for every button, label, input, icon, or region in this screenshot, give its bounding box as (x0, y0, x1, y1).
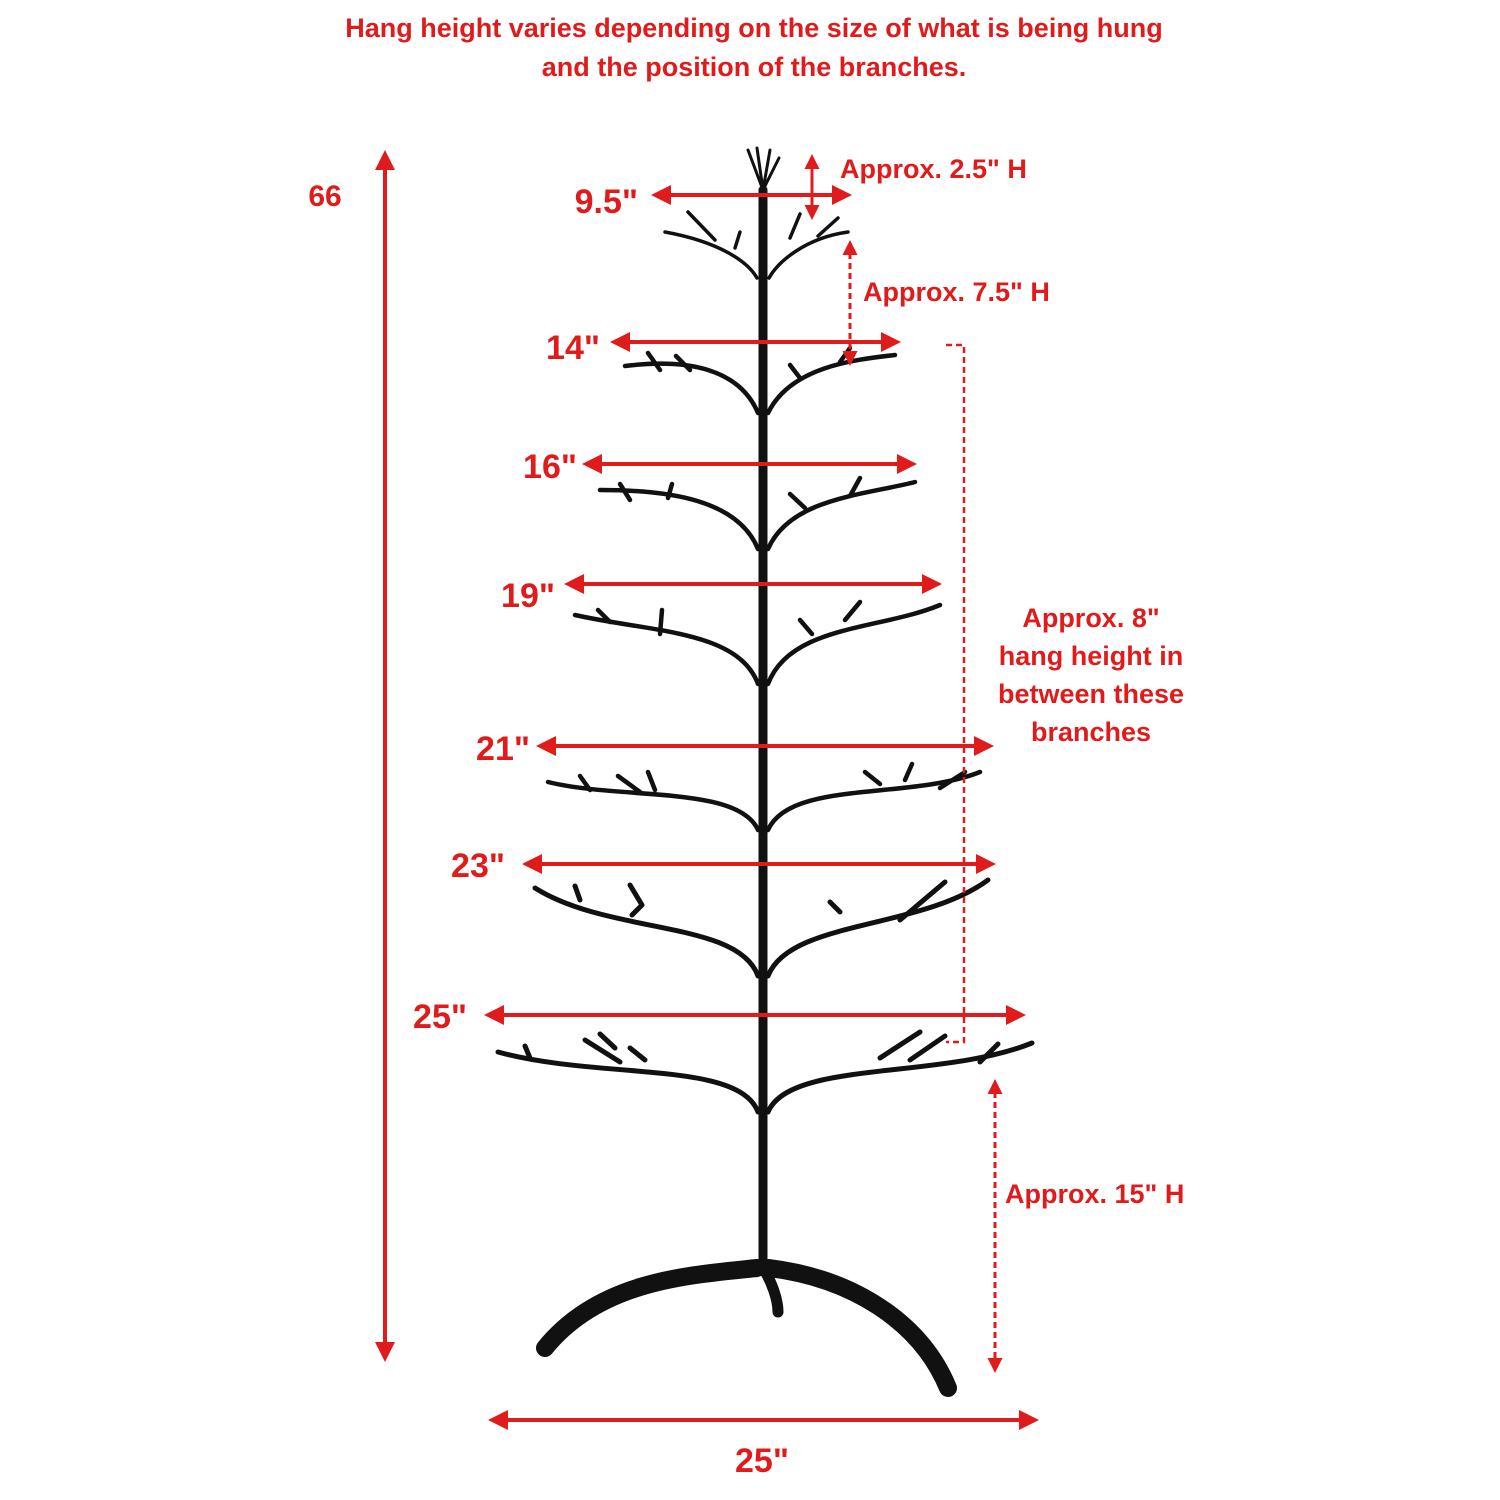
header-line-2: and the position of the branches. (541, 52, 967, 82)
middle-gap-note-line: Approx. 8" (1022, 603, 1160, 633)
bottom-gap-note: Approx. 15" H (1005, 1179, 1185, 1209)
tier-width-label: 16" (523, 448, 577, 486)
second-gap-note: Approx. 7.5" H (863, 277, 1050, 307)
branch-tier-4 (575, 602, 940, 684)
top-gap-note: Approx. 2.5" H (840, 154, 1027, 184)
tier-width-label: 23" (451, 847, 505, 885)
measurement-lines (385, 154, 1035, 1420)
middle-gap-note-line: branches (1030, 717, 1152, 747)
tier-width-label: 9.5" (574, 183, 638, 221)
tripod-base (545, 1268, 948, 1388)
middle-gap-note-line: between these (997, 679, 1185, 709)
tier-width-label: 21" (476, 730, 530, 768)
trunk-top-sprigs (748, 148, 779, 190)
tier-width-label: 19" (501, 577, 555, 615)
tier-width-label: 25" (413, 998, 467, 1036)
header-line-1: Hang height varies depending on the size of what is being hung (345, 13, 1163, 43)
middle-gap-note (998, 603, 1184, 747)
branch-tier-1 (665, 212, 848, 278)
overall-height-label: 66 (308, 180, 342, 213)
middle-gap-bracket (946, 345, 964, 1042)
middle-gap-note-line: hang height in (998, 641, 1184, 671)
tier-width-label: 14" (546, 329, 600, 367)
base-width-label: 25" (735, 1442, 789, 1480)
branch-tier-3 (600, 478, 915, 549)
